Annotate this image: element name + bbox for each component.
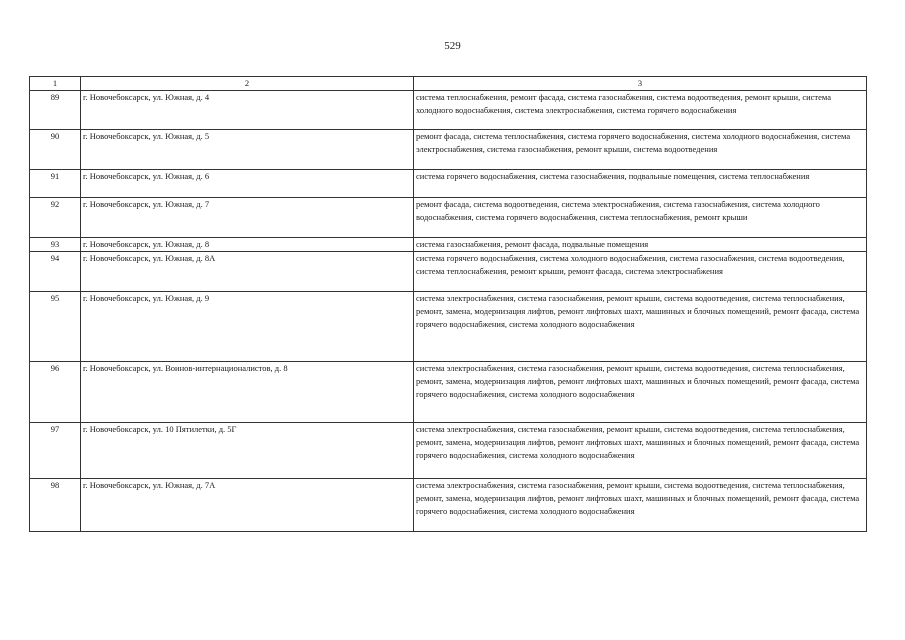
row-address: г. Новочебоксарск, ул. Южная, д. 5: [81, 130, 414, 170]
column-header-2: 2: [81, 77, 414, 91]
row-address: г. Новочебоксарск, ул. Южная, д. 7: [81, 198, 414, 238]
row-works: система горячего водоснабжения, система газоснабжения, подвальные помещения, система теплоснабжения: [414, 170, 867, 198]
row-works: система электроснабжения, система газоснабжения, ремонт крыши, система водоотведения, система теплоснабжения, ремонт, замена, модернизация лифтов, ремонт лифтовых шахт, машинных и блочных помещений, ремонт фасада, система горячего водоснабжения, система холодного водоснабжения: [414, 362, 867, 423]
table-row: [30, 423, 867, 479]
row-address: г. Новочебоксарск, ул. Южная, д. 7А: [81, 479, 414, 532]
row-number: 94: [30, 252, 81, 292]
row-works: система теплоснабжения, ремонт фасада, система газоснабжения, система водоотведения, ремонт крыши, система холодного водоснабжения, система электроснабжения, система горячего водоснабжения: [414, 91, 867, 130]
row-works: система горячего водоснабжения, система холодного водоснабжения, система газоснабжения, система водоотведения, система теплоснабжения, ремонт крыши, ремонт фасада, система электроснабжения: [414, 252, 867, 292]
table-row: [30, 170, 867, 198]
row-address: г. Новочебоксарск, ул. Южная, д. 8А: [81, 252, 414, 292]
column-header-3: 3: [414, 77, 867, 91]
table-row: [30, 479, 867, 532]
row-works: ремонт фасада, система теплоснабжения, система горячего водоснабжения, система холодного водоснабжения, система электроснабжения, система газоснабжения, ремонт крыши, система водоотведения: [414, 130, 867, 170]
row-address: г. Новочебоксарск, ул. Южная, д. 8: [81, 238, 414, 252]
row-number: 89: [30, 91, 81, 130]
table-row: [30, 292, 867, 362]
row-works: система электроснабжения, система газоснабжения, ремонт крыши, система водоотведения, система теплоснабжения, ремонт, замена, модернизация лифтов, ремонт лифтовых шахт, машинных и блочных помещений, ремонт фасада, система горячего водоснабжения, система холодного водоснабжения: [414, 479, 867, 532]
row-address: г. Новочебоксарск, ул. Южная, д. 9: [81, 292, 414, 362]
row-number: 97: [30, 423, 81, 479]
row-works: система газоснабжения, ремонт фасада, подвальные помещения: [414, 238, 867, 252]
row-address: г. Новочебоксарск, ул. Южная, д. 4: [81, 91, 414, 130]
table-row: [30, 238, 867, 252]
table-row: [30, 91, 867, 130]
row-number: 93: [30, 238, 81, 252]
row-address: г. Новочебоксарск, ул. 10 Пятилетки, д. 5Г: [81, 423, 414, 479]
table-row: [30, 362, 867, 423]
row-number: 91: [30, 170, 81, 198]
row-number: 95: [30, 292, 81, 362]
column-header-1: 1: [30, 77, 81, 91]
works-table: [29, 76, 867, 532]
row-number: 92: [30, 198, 81, 238]
table-row: [30, 252, 867, 292]
row-number: 96: [30, 362, 81, 423]
row-number: 90: [30, 130, 81, 170]
row-works: система электроснабжения, система газоснабжения, ремонт крыши, система водоотведения, система теплоснабжения, ремонт, замена, модернизация лифтов, ремонт лифтовых шахт, машинных и блочных помещений, ремонт фасада, система горячего водоснабжения, система холодного водоснабжения: [414, 423, 867, 479]
row-works: система электроснабжения, система газоснабжения, ремонт крыши, система водоотведения, система теплоснабжения, ремонт, замена, модернизация лифтов, ремонт лифтовых шахт, машинных и блочных помещений, ремонт фасада, система горячего водоснабжения, система холодного водоснабжения: [414, 292, 867, 362]
table-row: [30, 198, 867, 238]
row-address: г. Новочебоксарск, ул. Южная, д. 6: [81, 170, 414, 198]
row-address: г. Новочебоксарск, ул. Воинов-интернационалистов, д. 8: [81, 362, 414, 423]
page-number: 529: [444, 40, 461, 52]
table-header-row: [30, 77, 867, 91]
row-number: 98: [30, 479, 81, 532]
table-row: [30, 130, 867, 170]
row-works: ремонт фасада, система водоотведения, система электроснабжения, система газоснабжения, система холодного водоснабжения, система горячего водоснабжения, система теплоснабжения, ремонт крыши: [414, 198, 867, 238]
